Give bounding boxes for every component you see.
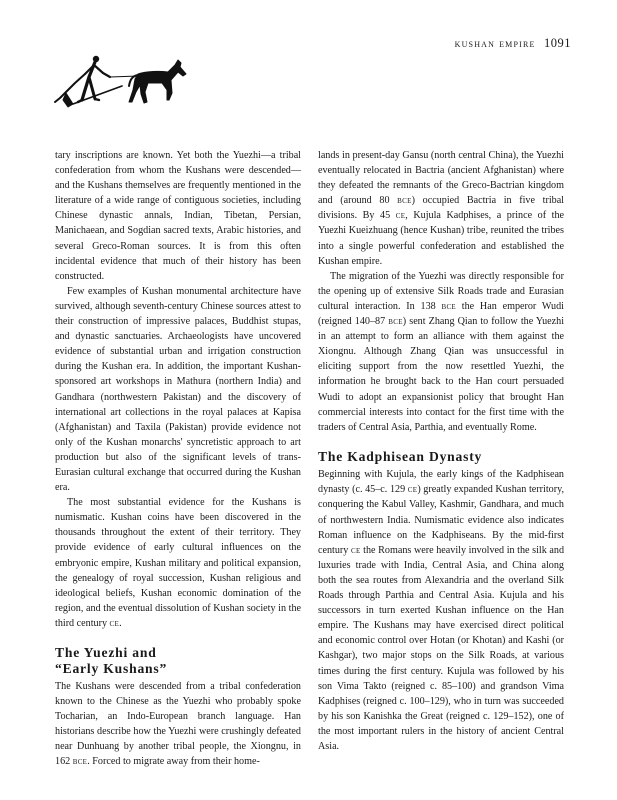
paragraph — [55, 679, 301, 770]
punctuation: . — [119, 617, 122, 629]
section-heading-line: “Early Kushans” — [55, 660, 168, 676]
running-head-title: kushan empire — [454, 38, 536, 50]
plowman-and-horse-icon — [52, 50, 192, 110]
left-column — [55, 148, 301, 770]
era-abbreviation: ce — [351, 544, 361, 556]
paragraph-text: . Forced to migrate away from their home- — [87, 756, 260, 768]
paragraph-text: Beginning with Kujula, the early kings of the Kadphisean dynasty (c. 45–c. 129 — [318, 469, 564, 496]
paragraph-text: The migration of the Yuezhi was directly responsible for the opening up of extensive Silk Roads trade and Eurasian cultural interaction. In 138 — [318, 270, 564, 312]
paragraph-text: ) greatly expanded Kushan territory, conquering the Kabul Valley, Kashmir, Gandhara, and much of northwestern India. Numismatic evidence also indicates Roman influence on the Kadphiseans. By the mid-first century — [318, 484, 565, 556]
paragraph-text: The most substantial evidence for the Kushans is numismatic. Kushan coins have been discovered in the thousands throughout the extent of their territory. They provide evidence of early cultural influences on the embryonic empire, Kushan military and political expansion, the genealogy of royal succession, Kushan religious and ideological beliefs, Kushan economic domination of the region, and the eventual dissolution of Kushan society in the third century — [55, 497, 301, 629]
era-abbreviation: ce — [395, 210, 406, 222]
era-abbreviation: bce — [388, 316, 403, 328]
page-number: 1091 — [544, 36, 571, 50]
paragraph-text: , Kujula Kadphises, a prince of the Yuezhi Kueizhuang (hence Kushan) tribe, reunited the tribes into a single powerful confederation and established the Kushan empire. — [318, 210, 564, 267]
era-abbreviation: bce — [72, 756, 88, 768]
running-head — [455, 36, 571, 51]
paragraph — [318, 269, 564, 435]
era-abbreviation: ce — [109, 617, 120, 629]
paragraph: Few examples of Kushan monumental architecture have survived, although seventh-century Chinese sources attest to their construction of impressive palaces, Buddhist stupas, and dynastic sanctuaries. Archaeologists have uncovered evidence of substantial urban and irrigation construction during the Kushan era. In addition, the important Kushan-sponsored art workshops in Mathura (northern India) and Gandhara (northwestern Pakistan) and the discovery of international art collections in the royal palaces at Kapisa (Afghanistan) and Taxila (Pakistan) provide evidence not only of the Kushan monarchs' syncretistic approach to art production but also of the significant levels of trans-Eurasian cultural exchange that occurred during the Kushan era. — [55, 285, 301, 494]
paragraph-text: The Kushans were descended from a tribal confederation known to the Chinese as the Yuezhi who probably spoke Tocharian, an Indo-European branch language. Han historians describe how the Yuezhi were crushingly defeated near Dunhuang by another tribal people, the Xiongnu, in 162 — [55, 681, 301, 768]
paragraph — [55, 495, 301, 631]
right-column — [318, 148, 564, 754]
paragraph-text: ) sent Zhang Qian to follow the Yuezhi in an attempt to form an alliance with them against the Xiongnu. Although Zhang Qian was unsuccessful in eliciting support from the now resettled Yuezhi, the information he brought back to the Han court persuaded Wudi to adopt an expansionist policy that brought Han commercial interests into contact for the first time with the traders of Central Asia, Parthia, and eventually Rome. — [318, 316, 565, 433]
paragraph-text: the Han emperor Wudi (reigned 140–87 — [318, 300, 564, 328]
section-heading — [55, 645, 301, 676]
paragraph: tary inscriptions are known. Yet both the Yuezhi—a tribal confederation from whom the Kushans were descended—and the Kushans themselves are frequently mentioned in the literature of a wide range of contiguous societies, including Chinese dynastic annals, Indian, Tibetan, Persian, Manichaean, and Sogdian sacred texts, Arabic histories, and several Greco-Roman sources. It is from this often incidental evidence that much of their history has been constructed. — [55, 150, 301, 282]
section-heading-line: The Yuezhi and — [55, 645, 157, 660]
era-abbreviation: bce — [441, 300, 456, 312]
paragraph — [318, 467, 564, 754]
paragraph-text: the Romans were heavily involved in the silk and luxuries trade with India, Central Asia, and China along both the sea routes from Alexandria and the overland Silk Roads through Parthia and Central Asia. Kujula and his successors in turn exerted Kushan influence on the Han empire. The Kushans may have exercised direct political and economic control over Hotan (or Khotan) and Kashi (or Kashgar), two major stops on the Silk Roads, at various times during the first century. Kujula was followed by his son Vima Takto (reigned c. 85–100) and grandson Vima Kadphises (reigned c. 100–129), who in turn was succeeded by his son Kanishka the Great (reigned c. 129–152), one of the most important rulers in the history of ancient Central Asia. — [318, 544, 565, 752]
era-abbreviation: ce — [407, 484, 418, 496]
paragraph-text: lands in present-day Gansu (north central China), the Yuezhi eventually relocated in Bactria (ancient Afghanistan) where they defeated the remnants of the Greco-Bactrian kingdom and (around 80 — [318, 150, 564, 207]
paragraph-text: ) occupied Bactria in five tribal divisions. By 45 — [318, 195, 564, 222]
section-heading: The Kadphisean Dynasty — [318, 448, 483, 464]
era-abbreviation: bce — [397, 195, 412, 207]
paragraph — [318, 148, 564, 269]
